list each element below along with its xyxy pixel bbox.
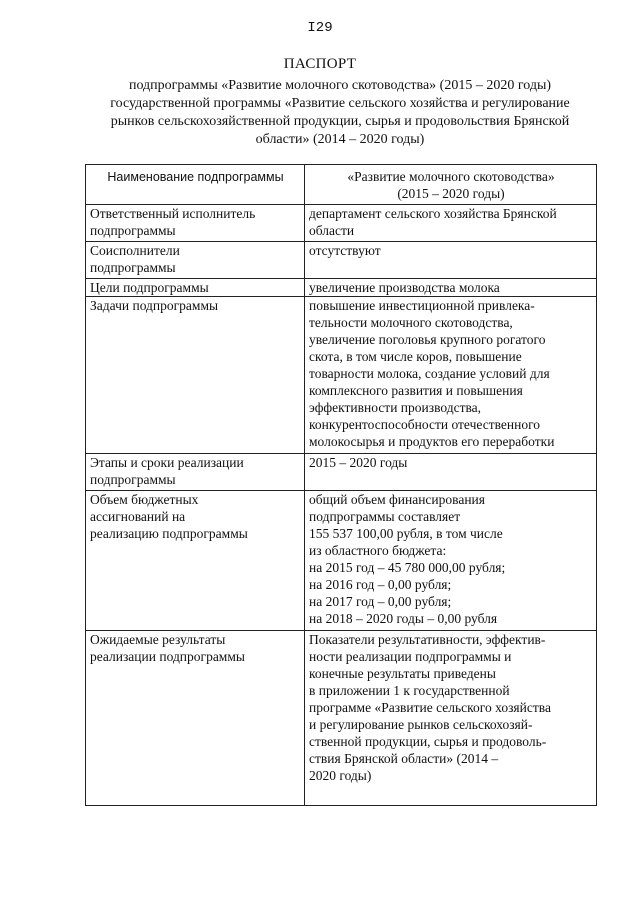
row-value-cell	[305, 297, 597, 454]
header-cell-name	[86, 165, 305, 205]
row-value: 2015 – 2020 годы	[309, 455, 408, 470]
table-row-stages	[86, 454, 597, 491]
row-value-cell	[305, 242, 597, 279]
row-value-cell	[305, 205, 597, 242]
row-label: Ответственный исполнитель подпрограммы	[90, 206, 256, 238]
header-label-value: «Развитие молочного скотоводства» (2015 – 2020 годы)	[347, 169, 555, 201]
table-header-row	[86, 165, 597, 205]
row-label: Ожидаемые результаты реализации подпрограммы	[90, 632, 245, 664]
passport-table	[85, 164, 597, 806]
row-label: Объем бюджетных ассигнований на реализацию подпрограммы	[90, 492, 248, 541]
row-value-cell	[305, 454, 597, 491]
row-label-cell	[86, 454, 305, 491]
header-label-name: Наименование подпрограммы	[107, 170, 284, 184]
row-label-cell	[86, 491, 305, 631]
row-label: Соисполнители подпрограммы	[90, 243, 180, 275]
table-row-tasks	[86, 297, 597, 454]
row-label-cell	[86, 205, 305, 242]
row-value-cell	[305, 491, 597, 631]
table-row-results	[86, 631, 597, 806]
row-label-cell	[86, 279, 305, 297]
row-label: Задачи подпрограммы	[90, 298, 219, 313]
row-value: повышение инвестиционной привлека- тельности молочного скотоводства, увеличение поголовья крупного рогатого скота, в том числе коров, повышение товарности молока, создание условий для комплексного развития и повышения эффективности производства, конкурентоспособности отечественного молокосырья и продуктов его переработки	[309, 298, 555, 449]
header-cell-value	[305, 165, 597, 205]
row-label: Цели подпрограммы	[90, 280, 209, 295]
row-label: Этапы и сроки реализации подпрограммы	[90, 455, 244, 487]
table-row-coexecutors	[86, 242, 597, 279]
row-value: отсутствуют	[309, 243, 381, 258]
row-value-cell	[305, 279, 597, 297]
table-row-goals	[86, 279, 597, 297]
row-label-cell	[86, 242, 305, 279]
row-value: увеличение производства молока	[309, 280, 500, 295]
table-row-budget	[86, 491, 597, 631]
row-label-cell	[86, 297, 305, 454]
table-row-responsible	[86, 205, 597, 242]
row-value: общий объем финансирования подпрограммы составляет 155 537 100,00 рубля, в том числе из областного бюджета: на 2015 год – 45 780 000,00 рубля; на 2016 год – 0,00 рубля; на 2017 год – 0,00 рубля; на 2018 – 2020 годы – 0,00 рубля	[309, 492, 506, 626]
page-number: I29	[307, 20, 333, 36]
document-title: ПАСПОРТ	[283, 56, 357, 72]
row-value: Показатели результативности, эффектив- ности реализации подпрограммы и конечные результаты приведены в приложении 1 к государственной программе «Развитие сельского хозяйства и регулирование рынков сельскохозяй- ственной продукции, сырья и продоволь- ствия Брянской области» (2014 – 2020 годы)	[309, 632, 551, 783]
row-value: департамент сельского хозяйства Брянской области	[309, 206, 557, 238]
row-value-cell	[305, 631, 597, 806]
document-subtitle: подпрограммы «Развитие молочного скотоводства» (2015 – 2020 годы) государственной программы «Развитие сельского хозяйства и регулирование рынков сельскохозяйственной продукции, сырья и продовольствия Брянской области» (2014 – 2020 годы)	[110, 78, 570, 147]
row-label-cell	[86, 631, 305, 806]
